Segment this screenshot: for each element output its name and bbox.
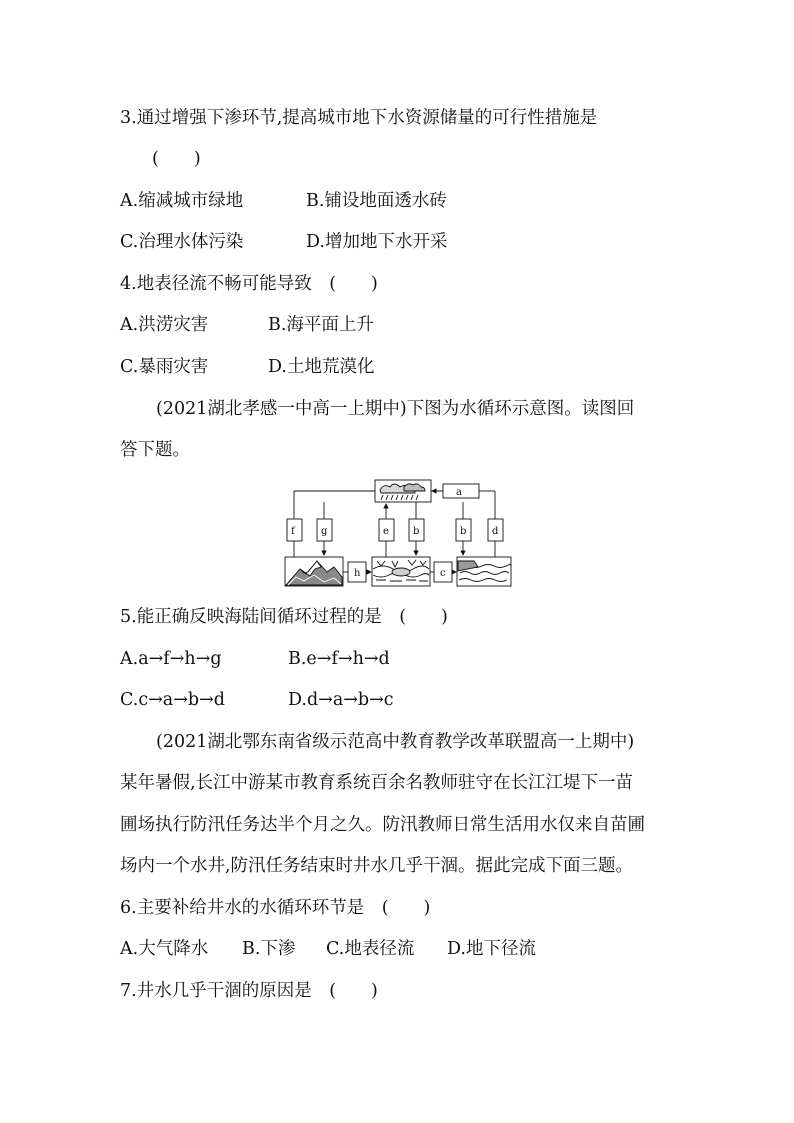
- q4-option-c: C.暴雨灾害: [120, 357, 209, 377]
- q5-option-d: D.d→a→b→c: [288, 690, 394, 710]
- q4-option-a: A.洪涝灾害: [120, 315, 209, 335]
- q6-option-d: D.地下径流: [447, 939, 536, 959]
- label-a: a: [456, 487, 462, 498]
- q6-option-c: C.地表径流: [326, 939, 415, 959]
- q6-option-b: B.下渗: [242, 939, 296, 959]
- q6-stem: 6.主要补给井水的水循环环节是 ( ): [120, 898, 431, 918]
- label-h: h: [354, 568, 361, 579]
- intro2-line4: 场内一个水井,防汛任务结束时井水几乎干涸。据此完成下面三题。: [120, 856, 634, 876]
- q3-option-b: B.铺设地面透水砖: [306, 191, 447, 211]
- q5-stem: 5.能正确反映海陆间循环过程的是 ( ): [120, 607, 448, 627]
- q6-option-a: A.大气降水: [120, 939, 209, 959]
- q3-option-d: D.增加地下水开采: [306, 232, 448, 252]
- label-e: e: [383, 526, 389, 537]
- q3-stem: 3.通过增强下渗环节,提高城市地下水资源储量的可行性措施是: [120, 108, 598, 128]
- q7-stem: 7.井水几乎干涸的原因是 ( ): [120, 981, 378, 1001]
- q3-answer-paren: ( ): [152, 149, 201, 169]
- q5-option-b: B.e→f→h→d: [288, 649, 390, 669]
- q5-option-a: A.a→f→h→g: [120, 649, 222, 669]
- label-c: c: [440, 568, 446, 579]
- q5-option-c: C.c→a→b→d: [120, 690, 225, 710]
- intro2-line2: 某年暑假,长江中游某市教育系统百余名教师驻守在长江江堤下一苗: [120, 773, 634, 793]
- label-g: g: [321, 526, 328, 537]
- label-b1: b: [413, 526, 420, 537]
- label-f: f: [291, 526, 295, 537]
- intro2-line1: (2021湖北鄂东南省级示范高中教育教学改革联盟高一上期中): [156, 732, 635, 752]
- q4-option-b: B.海平面上升: [268, 315, 374, 335]
- water-cycle-diagram: [284, 477, 516, 589]
- q4-option-d: D.土地荒漠化: [268, 357, 375, 377]
- label-d: d: [492, 526, 499, 537]
- q3-option-c: C.治理水体污染: [120, 232, 244, 252]
- q4-stem: 4.地表径流不畅可能导致 ( ): [120, 274, 378, 294]
- intro1-line1: (2021湖北孝感一中高一上期中)下图为水循环示意图。读图回: [156, 399, 635, 419]
- intro1-line2: 答下题。: [120, 440, 190, 460]
- q3-option-a: A.缩减城市绿地: [120, 191, 244, 211]
- intro2-line3: 圃场执行防汛任务达半个月之久。防汛教师日常生活用水仅来自苗圃: [120, 815, 645, 835]
- label-b2: b: [460, 526, 467, 537]
